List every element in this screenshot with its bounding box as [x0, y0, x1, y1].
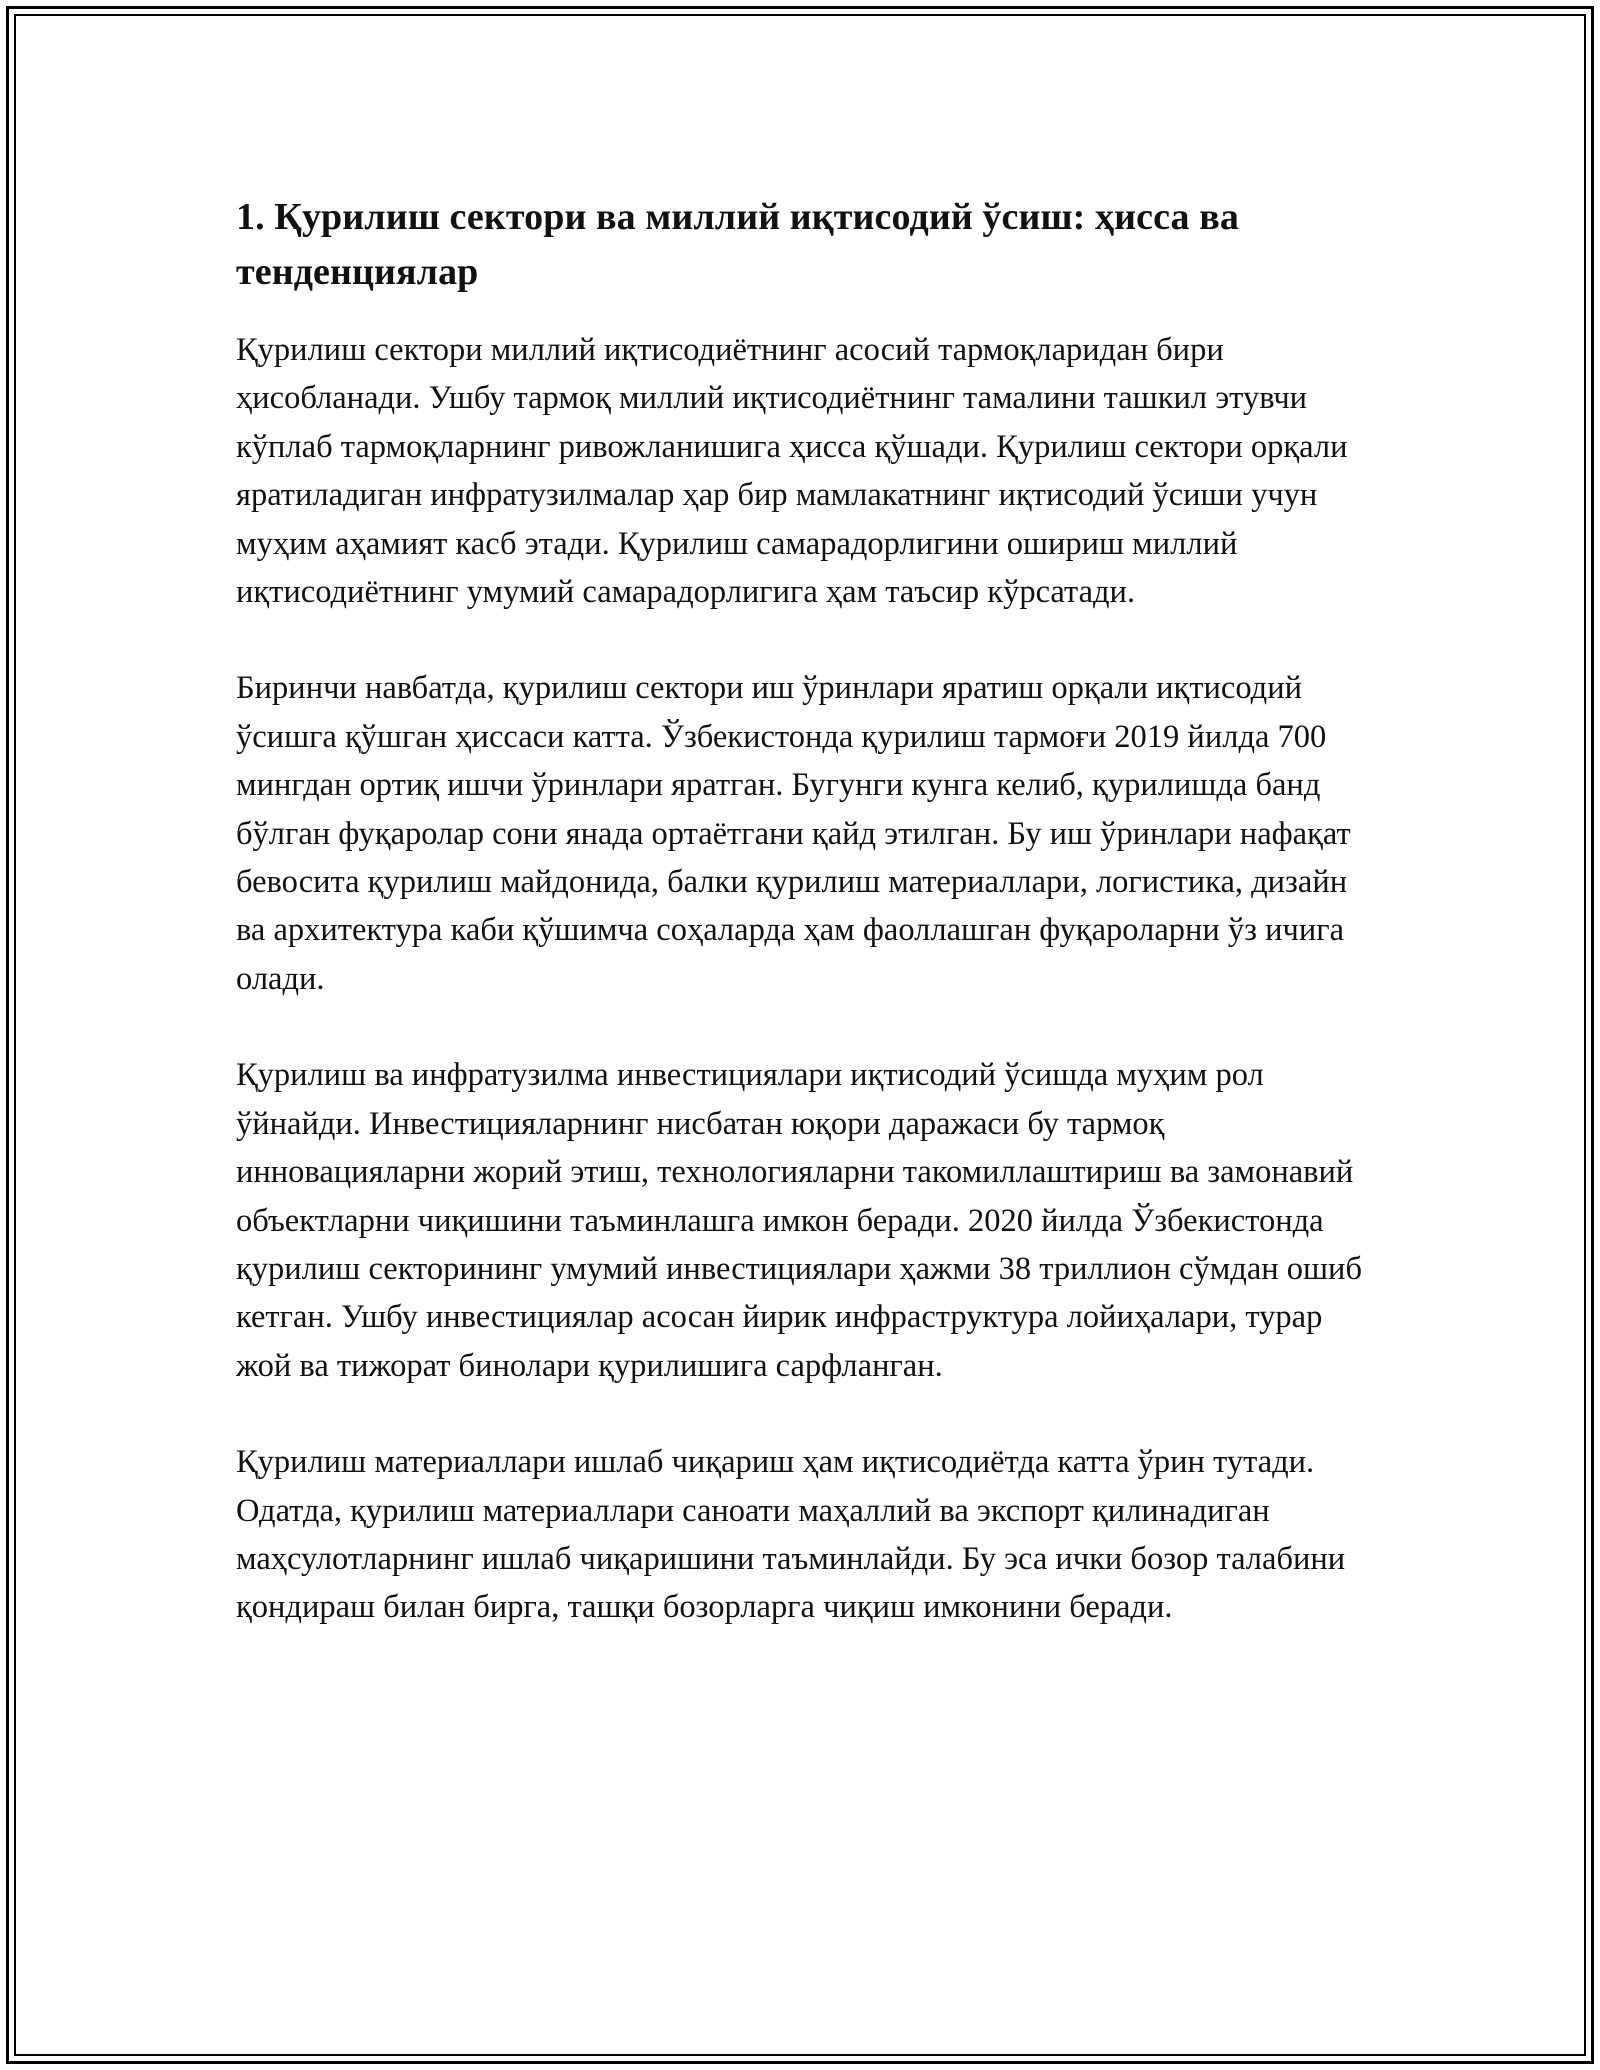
- paragraph-1: Қурилиш сектори миллий иқтисодиётнинг асосий тармоқларидан бири ҳисобланади. Ушбу тармоқ миллий иқтисодиётнинг тамалини ташкил этувчи кўплаб тармоқларнинг ривожланишига ҳисса қўшади. Қурилиш сектори орқали яратиладиган инфратузилмалар ҳар бир мамлакатнинг иқтисодий ўсиши учун муҳим аҳамият касб этади. Қурилиш самарадорлигини ошириш миллий иқтисодиётнинг умумий самарадорлигига ҳам таъсир кўрсатади.: [236, 332, 1348, 611]
- paragraph-2: Биринчи навбатда, қурилиш сектори иш ўринлари яратиш орқали иқтисодий ўсишга қўшган ҳиссаси катта. Ўзбекистонда қурилиш тармоғи 2019 йилда 700 мингдан ортиқ ишчи ўринлари яратган. Бугунги кунга келиб, қурилишда банд бўлган фуқаролар сони янада ортаётгани қайд этилган. Бу иш ўринлари нафақат бевосита қурилиш майдонида, балки қурилиш материаллари, логистика, дизайн ва архитектура каби қўшимча соҳаларда ҳам фаоллашган фуқароларни ўз ичига олади.: [236, 670, 1351, 997]
- document-body: [236, 190, 1384, 1680]
- paragraph-4: Қурилиш материаллари ишлаб чиқариш ҳам иқтисодиётда катта ўрин тутади. Одатда, қурилиш материаллари саноати маҳаллий ва экспорт қилинадиган маҳсулотларнинг ишлаб чиқаришини таъминлайди. Бу эса ички бозор талабини қондираш билан бирга, ташқи бозорларга чиқиш имконини беради.: [236, 1444, 1346, 1626]
- paragraph-3: Қурилиш ва инфратузилма инвестициялари иқтисодий ўсишда муҳим рол ўйнайди. Инвестицияларнинг нисбатан юқори даражаси бу тармоқ инновацияларни жорий этиш, технологияларни такомиллаштириш ва замонавий объектларни чиқишини таъминлашга имкон беради. 2020 йилда Ўзбекистонда қурилиш секторининг умумий инвестициялари ҳажми 38 триллион сўмдан ошиб кетган. Ушбу инвестициялар асосан йирик инфраструктура лойиҳалари, турар жой ва тижорат бинолари қурилишига сарфланган.: [236, 1057, 1362, 1384]
- section-title: 1. Қурилиш сектори ва миллий иқтисодий ўсиш: ҳисса ва тенденциялар: [236, 196, 1239, 293]
